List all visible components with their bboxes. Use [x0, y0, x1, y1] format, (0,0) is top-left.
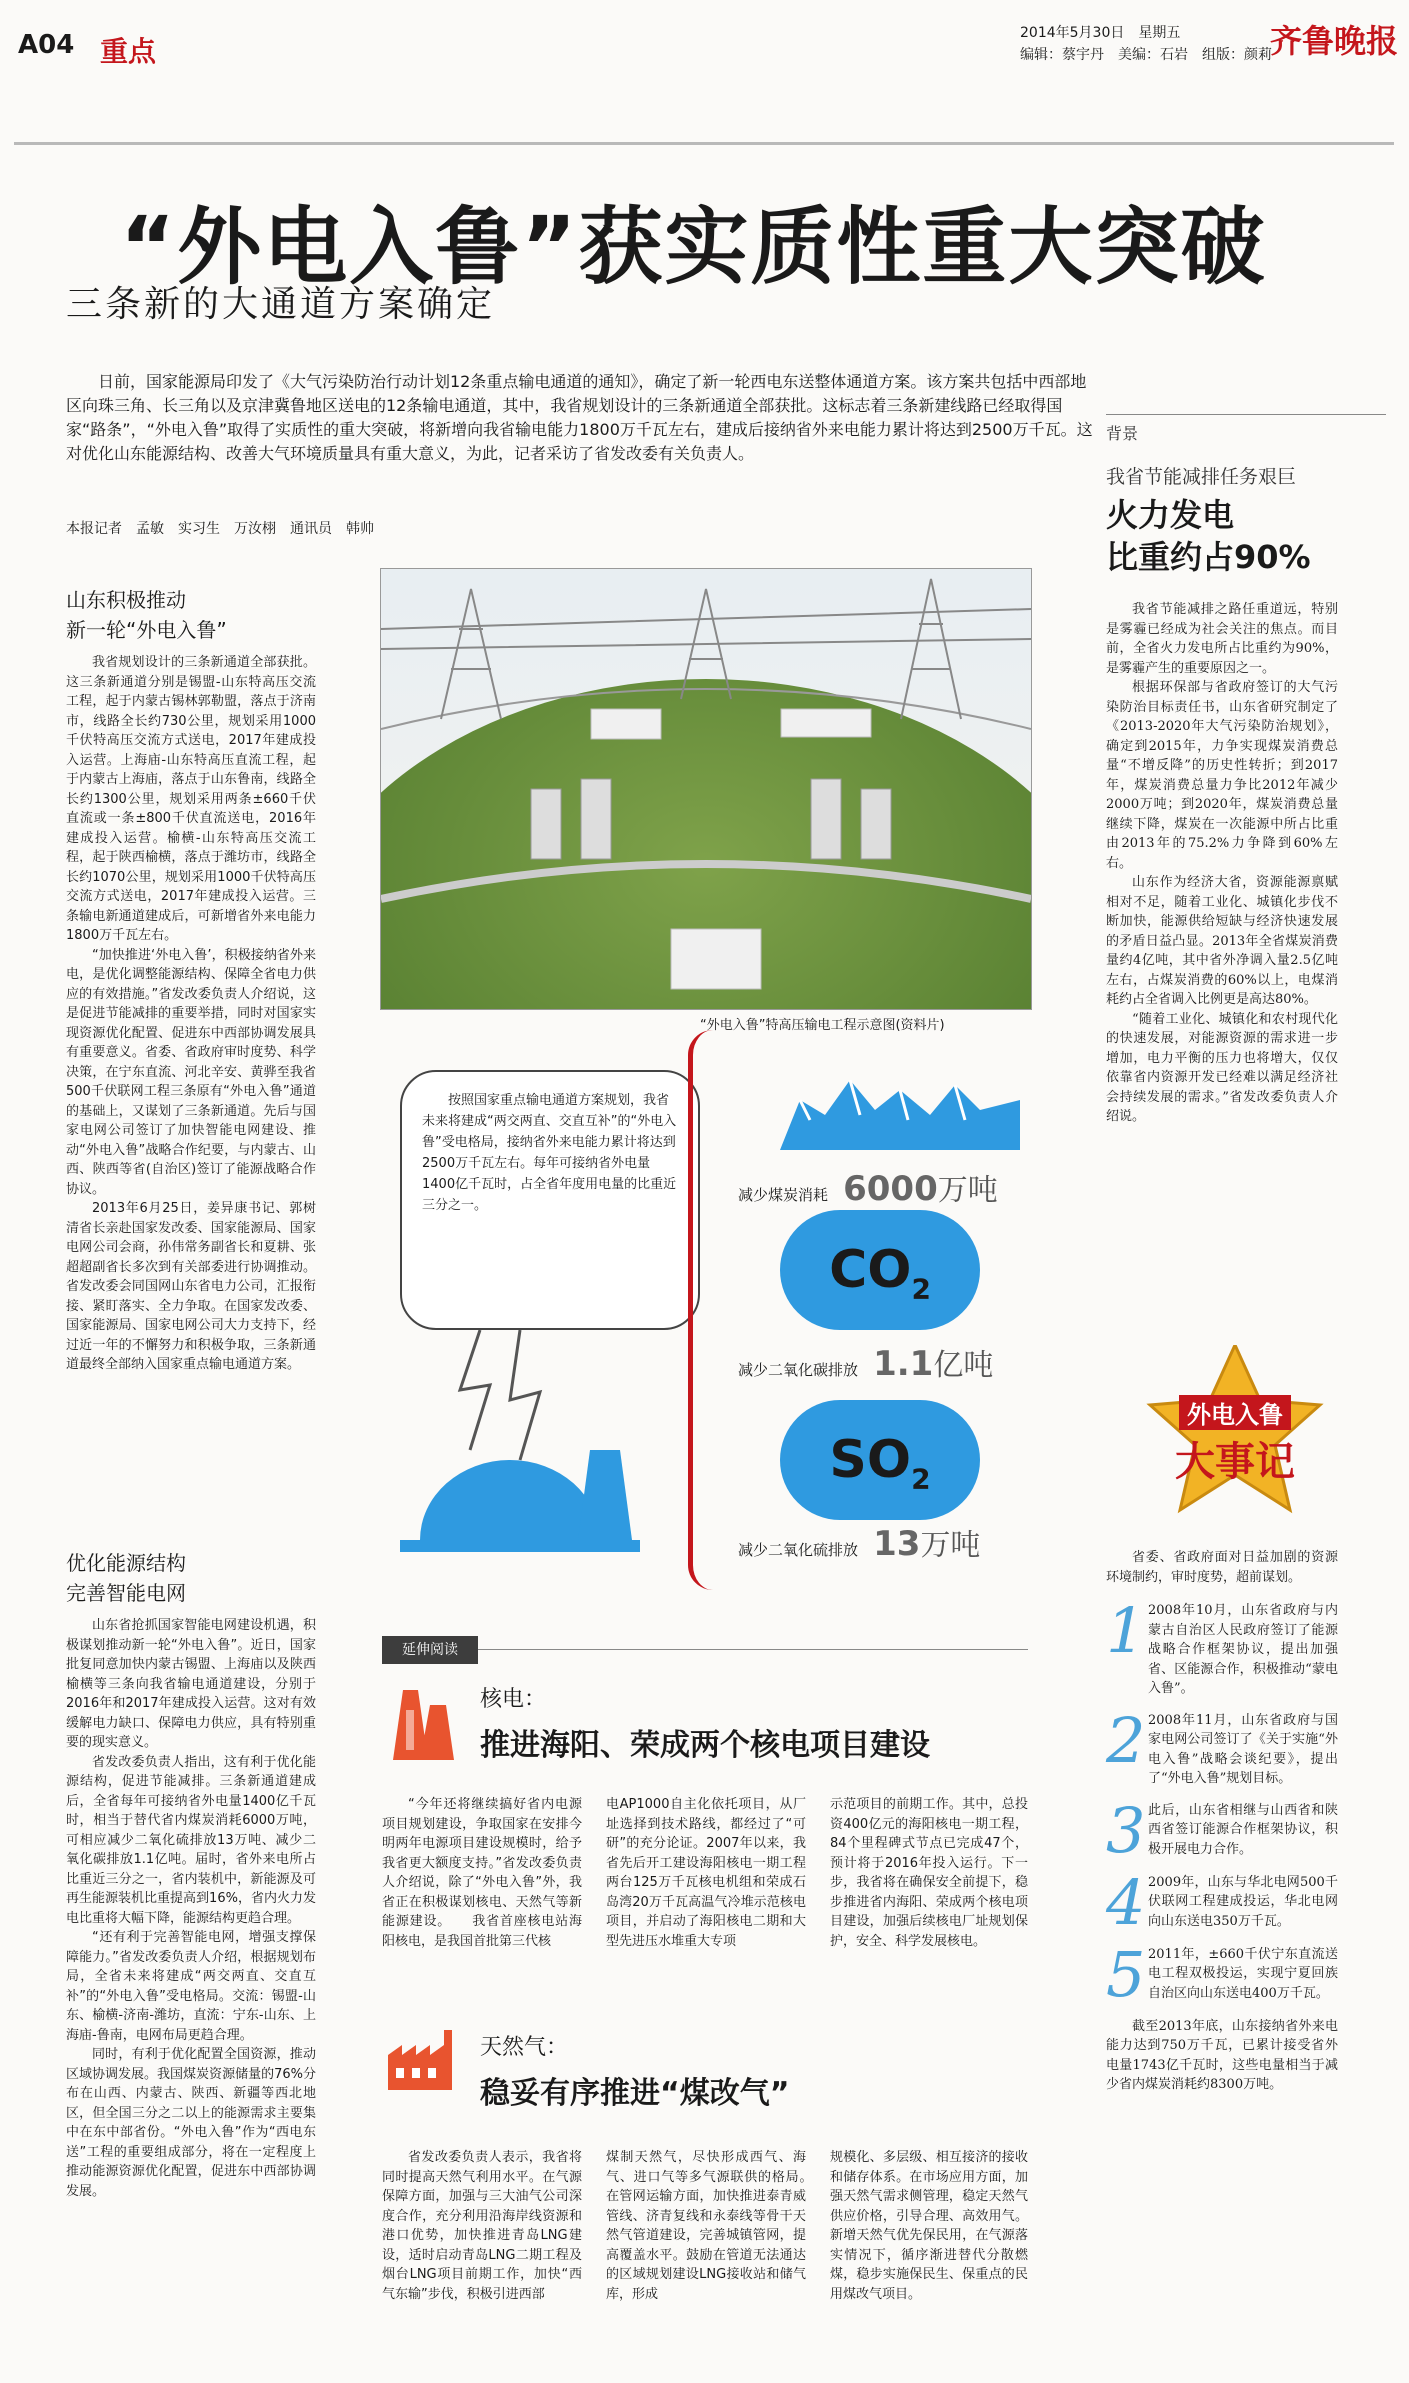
paragraph: 我省节能减排之路任重道远，特别是雾霾已经成为社会关注的焦点。而目前，全省火力发电所占比重约为90%，是雾霾产生的重要原因之一。 — [1106, 602, 1338, 676]
background-title — [1106, 494, 1311, 578]
section-one-body — [66, 653, 316, 1375]
nuclear-title: 推进海阳、荣成两个核电项目建设 — [480, 1728, 930, 1763]
paragraph: 根据环保部与省政府签订的大气污染防治目标责任书，山东省研究制定了《2013-2020年大气污染防治规划》，确定到2015年，力争实现煤炭消费总量“不增反降”的历史性转折；到2017年，煤炭消费总量力争比2012年减少2000万吨；到2020年，煤炭消费总量继续下降，煤炭在一次能源中所占比重由2013年的75.2%力争降到60%左右。 — [1106, 680, 1338, 871]
infographic-bracket — [688, 1030, 713, 1590]
paragraph: 规模化、多层级、相互接济的接收和储存体系。在市场应用方面，加强天然气需求侧管理，稳定天然气供应价格，引导合理、高效用气。新增天然气优先保民用，在气源落实情况下，循序渐进替代分散燃煤，稳步实施保民生、保重点的民用煤改气项目。 — [830, 2150, 1028, 2302]
lead-paragraph — [66, 370, 1094, 466]
infographic-item-co2 — [738, 1340, 1038, 1384]
infographic-item-so2 — [738, 1520, 1038, 1564]
extended-rule — [478, 1649, 1028, 1650]
event-text: 2011年，±660千伏宁东直流送电工程双极投运，实现宁夏回族自治区向山东送电400万千瓦。 — [1148, 1946, 1338, 2001]
events-badge — [1130, 1395, 1340, 1487]
paragraph: “加快推进‘外电入鲁’，积极接纳省外来电，是优化调整能源结构、保障全省电力供应的有效措施。”省发改委负责人介绍说，这是促进节能减排的重要举措，同时对国家实现资源优化配置、促进东中西部协调发展具有重要意义。省委、省政府审时度势、科学决策，在宁东直流、河北辛安、黄骅至我省500千伏联网工程三条原有“外电入鲁”通道的基础上，又谋划了三条新通道。先后与国家电网公司签订了加快智能电网建设、推动“外电入鲁”战略合作纪要，与内蒙古、山西、陕西等省(自治区)签订了能源战略合作协议。 — [66, 947, 316, 1197]
so2-cloud — [780, 1400, 980, 1520]
events-badge-top: 外电入鲁 — [1179, 1395, 1291, 1430]
header-rule — [14, 142, 1394, 145]
nuclear-col-2 — [606, 1795, 806, 1951]
item-value: 6000 — [843, 1169, 938, 1209]
events-intro — [1106, 1548, 1338, 1587]
issue-date: 2014年5月30日 星期五 — [1020, 25, 1181, 41]
item-unit: 万吨 — [920, 1528, 981, 1563]
paragraph: 省委、省政府面对日益加剧的资源环境制约，审时度势，超前谋划。 — [1106, 1550, 1338, 1585]
byline: 本报记者 孟敏 实习生 万汝栩 通讯员 韩帅 — [66, 521, 374, 537]
event-item — [1106, 1793, 1338, 1867]
paragraph: 示范项目的前期工作。其中，总投资400亿元的海阳核电一期工程，84个里程碑式节点已完成47个，预计将于2016年投入运行。下一步，我省将在确保安全前提下，稳步推进省内海阳、荣成两个核电项目建设，加强后续核电厂址规划保护，安全、科学发展核电。 — [830, 1797, 1028, 1949]
event-item — [1106, 1937, 1338, 2011]
background-title-line1: 火力发电 — [1106, 496, 1235, 534]
substation-photo — [380, 568, 1032, 1010]
paragraph: 电AP1000自主化依托项目，从厂址选择到技术路线，都经过了“可研”的充分论证。2007年以来，我省先后开工建设海阳核电一期工程两台125万千瓦核电机组和荣成石岛湾20万千瓦高温气冷堆示范核电项目，并启动了海阳核电二期和大型先进压水堆重大专项 — [606, 1797, 806, 1949]
page-number: A04 — [18, 30, 75, 60]
headline: “外电入鲁”获实质性重大突破 — [120, 198, 1267, 296]
item-unit: 万吨 — [937, 1173, 998, 1208]
event-number: 5 — [1106, 1937, 1146, 2011]
power-plant-graphic — [400, 1330, 640, 1560]
so2-formula: SO — [829, 1430, 912, 1490]
nuclear-label: 核电： — [480, 1687, 547, 1712]
gas-label: 天然气： — [480, 2035, 569, 2060]
background-body — [1106, 600, 1338, 1127]
subheadline: 三条新的大通道方案确定 — [66, 284, 496, 325]
section-one-kicker: 山东积极推动 — [66, 588, 186, 612]
event-item — [1106, 1865, 1338, 1939]
background-tag: 背景 — [1106, 414, 1386, 444]
paragraph: “随着工业化、城镇化和农村现代化的快速发展，对能源资源的需求进一步增加，电力平衡的压力也将增大，仅仅依靠省内资源开发已经难以满足经济社会持续发展的需求。”省发改委负责人介绍说。 — [1106, 1011, 1338, 1124]
section-one-title: 新一轮“外电入鲁” — [66, 618, 227, 642]
nuclear-col-1 — [382, 1795, 582, 1951]
event-text: 此后，山东省相继与山西省和陕西省签订能源合作框架协议，积极开展电力合作。 — [1148, 1802, 1338, 1857]
gas-col-2 — [606, 2148, 833, 2304]
event-number: 4 — [1106, 1865, 1146, 1939]
photo-caption: “外电入鲁”特高压输电工程示意图(资料片) — [700, 1018, 945, 1033]
editor-credits: 编辑：蔡宇丹 美编：石岩 组版：颜莉 — [1020, 47, 1272, 63]
paragraph: 省发改委负责人指出，这有利于优化能源结构，促进节能减排。三条新通道建成后，全省每年可接纳省外电量1400亿千瓦时，相当于替代省内煤炭消耗6000万吨，可相应减少二氧化硫排放13万吨、减少二氧化碳排放1.1亿吨。届时，省外来电所占比重近三分之一，省内装机中，新能源及可再生能源装机比重提高到16%，省内火力发电比重将大幅下降，能源结构更趋合理。 — [66, 1754, 316, 1926]
event-number: 1 — [1106, 1594, 1146, 1667]
so2-subscript: 2 — [911, 1462, 931, 1496]
item-value: 1.1 — [873, 1344, 934, 1384]
coal-pile-icon — [780, 1080, 1020, 1150]
section-name: 重点 — [100, 35, 157, 68]
paragraph: 煤制天然气，尽快形成西气、海气、进口气等多气源联供的格局。 在管网运输方面，加快推进泰青威管线、济青复线和永泰线等骨干天然气管道建设，完善城镇管网，提高覆盖水平。鼓励在管道无法通达的区域规划建设LNG接收站和储气库，形成 — [606, 2150, 833, 2302]
nuclear-plant-icon — [388, 1680, 458, 1760]
events-closing — [1106, 2017, 1338, 2095]
background-title-line2: 比重约占90% — [1106, 538, 1311, 576]
co2-cloud — [780, 1210, 980, 1330]
extended-reading-tag: 延伸阅读 — [382, 1636, 478, 1664]
paragraph: 山东作为经济大省，资源能源禀赋相对不足，随着工业化、城镇化步伐不断加快，能源供给短缺与经济快速发展的矛盾日益凸显。2013年全省煤炭消费量约4亿吨，其中省外净调入量2.5亿吨左右，占煤炭消费的60%以上，电煤消耗约占全省调入比例更是高达80%。 — [1106, 875, 1338, 1007]
paragraph: 2013年6月25日，姜异康书记、郭树清省长亲赴国家发改委、国家能源局、国家电网公司会商，孙伟常务副省长和夏耕、张超超副省长多次到有关部委进行协调推动。省发改委会同国网山东省电力公司，汇报衔接、紧盯落实、全力争取。在国家发改委、国家能源局、国家电网公司大力支持下，经过近一年的不懈努力和积极争取，三条新通道最终全部纳入国家重点输电通道方案。 — [66, 1201, 316, 1372]
event-text: 2008年10月，山东省政府与内蒙古自治区人民政府签订了能源战略合作框架协议，提出加强省、区能源合作，积极推动“蒙电入鲁”。 — [1148, 1603, 1338, 1696]
section-two-kicker: 优化能源结构 — [66, 1551, 186, 1575]
paragraph: “还有利于完善智能电网，增强支撑保障能力。”省发改委负责人介绍，根据规划布局，全省未来将建成“两交两直、交直互补”的“外电入鲁”受电格局。交流：锡盟-山东、榆横-济南-潍坊，直流：宁东-山东、上海庙-鲁南，电网布局更趋合理。 — [66, 1930, 316, 2043]
infographic-bubble: 按照国家重点输电通道方案规划，我省未来将建成“两交两直、交直互补”的“外电入鲁”受电格局，接纳省外来电能力累计将达到2500万千瓦左右。每年可接纳省外电量1400亿千瓦时，占全省年度用电量的比重近三分之一。 — [400, 1070, 700, 1330]
paragraph: 山东省抢抓国家智能电网建设机遇，积极谋划推动新一轮“外电入鲁”。近日，国家批复同意加快内蒙古锡盟、上海庙以及陕西榆横等三条向我省输电通道建设，分别于2016年和2017年建成投入运营。这对有效缓解电力缺口、保障电力供应，具有特别重要的现实意义。 — [66, 1618, 316, 1750]
section-two — [66, 1548, 316, 2201]
paragraph: 同时，有利于优化配置全国资源，推动区域协调发展。我国煤炭资源储量的76%分布在山西、内蒙古、陕西、新疆等西北地区，但全国三分之二以上的能源需求主要集中在东中部省份。“外电入鲁”作为“西电东送”工程的重要组成部分，将在一定程度上推动能源资源优化配置，促进东中西部协调发展。 — [66, 2047, 316, 2199]
item-label: 减少二氧化碳排放 — [738, 1361, 859, 1379]
item-value: 13 — [873, 1524, 921, 1564]
lead-text: 日前，国家能源局印发了《大气污染防治行动计划12条重点输电通道的通知》，确定了新一轮西电东送整体通道方案。该方案共包括中西部地区向珠三角、长三角以及京津冀鲁地区送电的12条输电通道，其中，我省规划设计的三条新通道全部获批。这标志着三条新建线路已经取得国家“路条”，“外电入鲁”取得了实质性的重大突破，将新增向我省输电能力1800万千瓦左右，建成后接纳省外来电能力累计将达到2500万千瓦。这对优化山东能源结构、改善大气环境质量具有重大意义，为此，记者采访了省发改委有关负责人。 — [66, 372, 1093, 463]
background-text — [1106, 600, 1338, 1127]
item-unit: 亿吨 — [933, 1348, 994, 1383]
event-text: 2009年，山东与华北电网500千伏联网工程建成投运，华北电网向山东送电350万千瓦。 — [1148, 1874, 1338, 1929]
event-number: 3 — [1106, 1793, 1146, 1867]
paragraph: 我省规划设计的三条新通道全部获批。这三条新通道分别是锡盟-山东特高压交流工程，起于内蒙古锡林郭勒盟，落点于济南市，线路全长约730公里，规划采用1000千伏特高压交流方式送电，2017年建成投入运营。上海庙-山东特高压直流工程，起于内蒙古上海庙，落点于山东鲁南，线路全长约1300公里，规划采用两条±660千伏直流或一条±800千伏直流送电，2016年建成投入运营。榆横-山东特高压交流工程，起于陕西榆横，落点于潍坊市，线路全长约1070公里，规划采用1000千伏特高压交流方式送电，2017年建成投入运营。三条输电新通道建成后，可新增省外来电能力1800万千瓦左右。 — [66, 655, 316, 943]
item-label: 减少二氧化硫排放 — [738, 1541, 859, 1559]
co2-subscript: 2 — [911, 1272, 931, 1306]
background-kicker: 我省节能减排任务艰巨 — [1106, 466, 1297, 488]
events-badge-bottom: 大事记 — [1175, 1439, 1295, 1485]
paragraph: “今年还将继续搞好省内电源项目规划建设，争取国家在安排今明两年电源项目建设规模时，给予我省更大额度支持。”省发改委负责人介绍说，除了“外电入鲁”外，我省正在积极谋划核电、天然气等新能源建设。 我省首座核电站海阳核电，是我国首批第三代核 — [382, 1797, 582, 1949]
section-two-title: 完善智能电网 — [66, 1581, 186, 1605]
paragraph: 省发改委负责人表示，我省将同时提高天然气利用水平。在气源保障方面，加强与三大油气公司深度合作，充分利用沿海岸线资源和港口优势，加快推进青岛LNG建设，适时启动青岛LNG二期工程及烟台LNG项目前期工作，加快“西气东输”步伐，积极引进西部 — [382, 2150, 582, 2302]
event-number: 2 — [1106, 1703, 1146, 1777]
events-list — [1106, 1548, 1338, 2095]
event-item — [1106, 1703, 1338, 1789]
substation-illustration — [381, 569, 1031, 1009]
item-label: 减少煤炭消耗 — [738, 1186, 829, 1204]
gas-col-3 — [830, 2148, 1028, 2304]
paragraph: 截至2013年底，山东接纳省外来电能力达到750万千瓦，已累计接受省外电量1743亿千瓦时，这些电量相当于减少省内煤炭消耗约8300万吨。 — [1106, 2018, 1338, 2092]
co2-formula: CO — [829, 1240, 912, 1300]
event-text: 2008年11月，山东省政府与国家电网公司签订了《关于实施“外电入鲁”战略会谈纪要》，提出了“外电入鲁”规划目标。 — [1148, 1712, 1338, 1786]
gas-col-1 — [382, 2148, 582, 2304]
event-item — [1106, 1594, 1338, 1699]
nuclear-col-3 — [830, 1795, 1028, 1951]
infographic-item-coal — [738, 1165, 1038, 1209]
section-two-body — [66, 1616, 316, 2201]
gas-title: 稳妥有序推进“煤改气” — [480, 2076, 790, 2111]
section-one — [66, 585, 316, 1375]
newspaper-logo: 齐鲁晚报 — [1270, 22, 1399, 60]
gas-plant-icon — [388, 2030, 458, 2090]
